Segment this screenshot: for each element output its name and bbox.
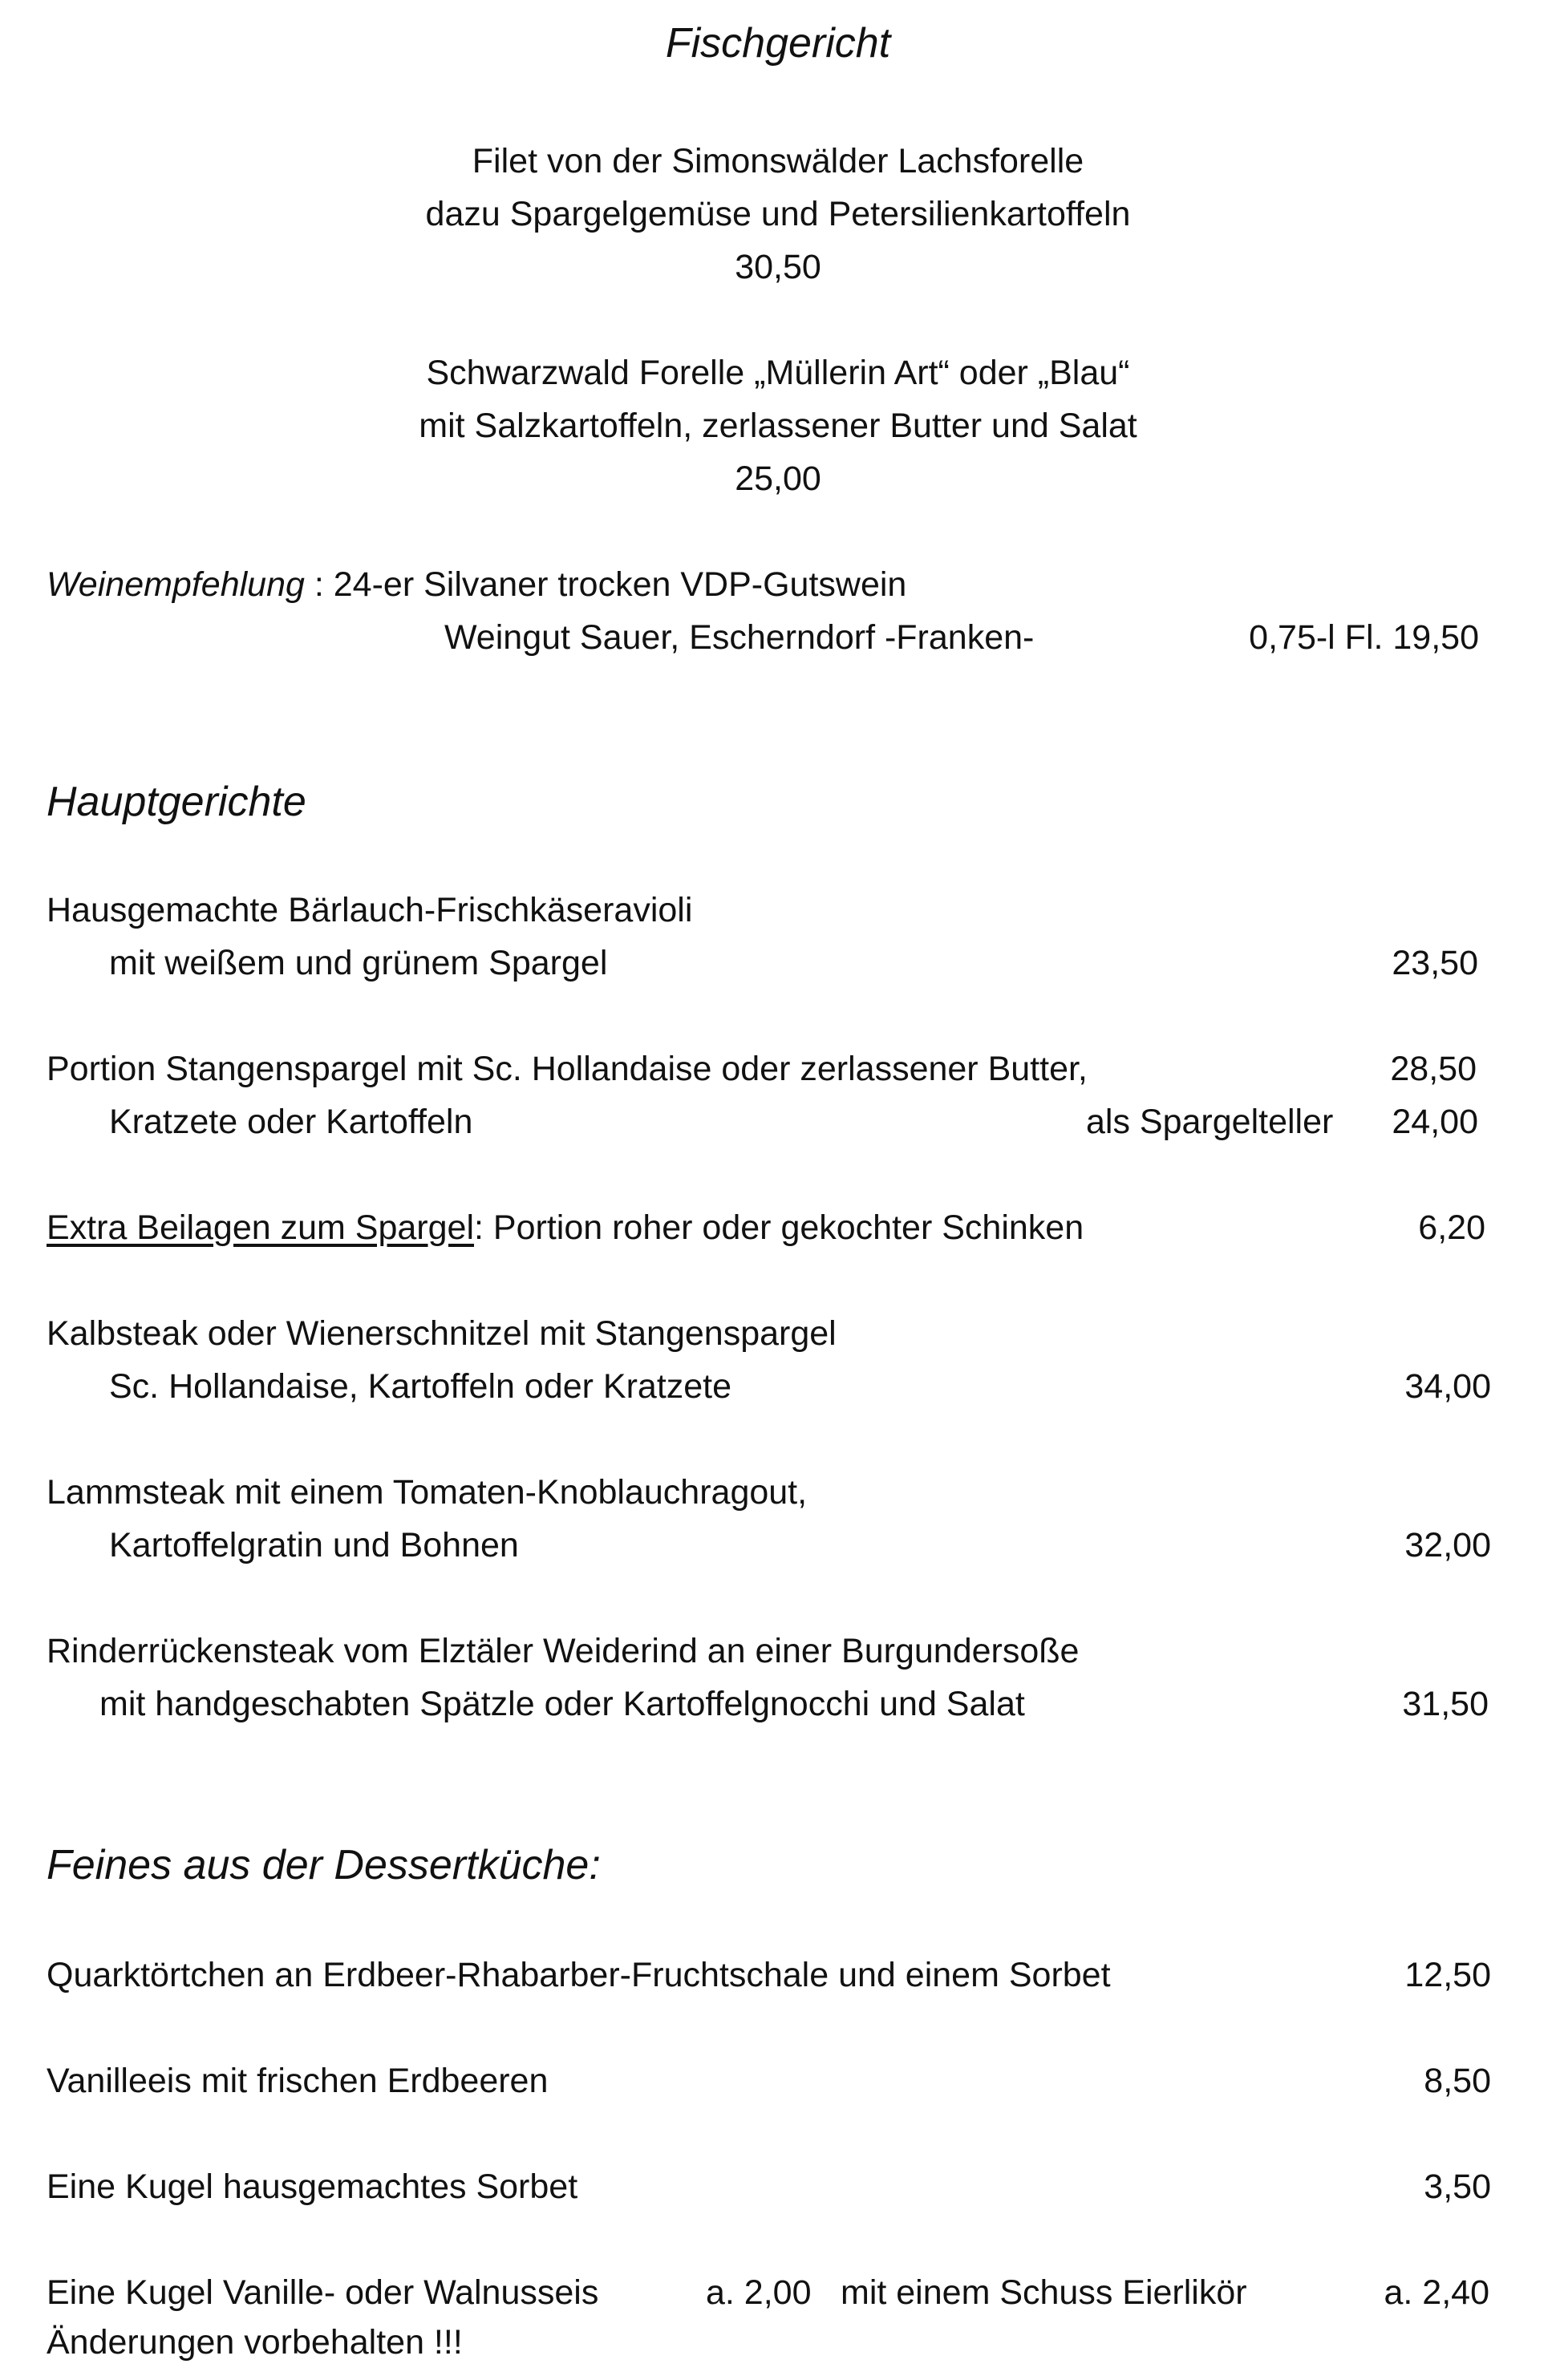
main-item-6-line1: Rinderrückensteak vom Elztäler Weiderind an einer Burgundersoße — [47, 1632, 1080, 1670]
fish-dish2-line1: Schwarzwald Forelle „Müllerin Art“ oder „Blau“ — [426, 354, 1130, 392]
fish-dish1-line1: Filet von der Simonswälder Lachsforelle — [472, 142, 1084, 180]
dessert-item-1: Quarktörtchen an Erdbeer-Rhabarber-Fruchtschale und einem Sorbet — [47, 1956, 1111, 1994]
wine-text: : 24-er Silvaner trocken VDP-Gutswein — [304, 565, 907, 604]
main-item-6-price: 31,50 — [1402, 1685, 1489, 1723]
footer-note: Änderungen vorbehalten !!! — [47, 2323, 463, 2362]
fish-dish2-price: 25,00 — [735, 459, 821, 498]
dessert-item-2-price: 8,50 — [1424, 2062, 1491, 2100]
dessert-item-3-price: 3,50 — [1424, 2168, 1491, 2206]
dessert-scoop-extra-price: a. 2,40 — [1384, 2273, 1489, 2312]
main-item-6-line2: mit handgeschabten Spätzle oder Kartoffelgnocchi und Salat — [99, 1685, 1025, 1723]
dessert-item-1-price: 12,50 — [1404, 1956, 1491, 1994]
extra-sides-text: : Portion roher oder gekochter Schinken — [474, 1208, 1084, 1247]
main-item-1-price: 23,50 — [1392, 944, 1478, 982]
dessert-item-3: Eine Kugel hausgemachtes Sorbet — [47, 2168, 578, 2206]
main-item-4-price: 34,00 — [1404, 1367, 1491, 1406]
dessert-item-2: Vanilleeis mit frischen Erdbeeren — [47, 2062, 549, 2100]
wine-price: 0,75-l Fl. 19,50 — [1249, 618, 1479, 657]
main-item-2-line2: Kratzete oder Kartoffeln — [109, 1103, 473, 1141]
fish-dish1-line2: dazu Spargelgemüse und Petersilienkartoffeln — [425, 195, 1131, 233]
main-item-2-price1: 28,50 — [1390, 1050, 1477, 1088]
main-item-2-price2: 24,00 — [1392, 1103, 1478, 1141]
dessert-scoop-extra: mit einem Schuss Eierlikör — [841, 2273, 1247, 2312]
wine-producer: Weingut Sauer, Escherndorf -Franken- — [444, 618, 1035, 657]
main-item-2-sub: als Spargelteller — [1086, 1103, 1334, 1141]
fish-dish1-price: 30,50 — [735, 248, 821, 286]
fish-section-title: Fischgericht — [665, 20, 891, 67]
main-item-2-line1: Portion Stangenspargel mit Sc. Hollandaise oder zerlassener Butter, — [47, 1050, 1088, 1088]
main-item-3 — [47, 1208, 1084, 1247]
main-item-5-price: 32,00 — [1404, 1526, 1491, 1564]
main-section-title: Hauptgerichte — [47, 779, 306, 825]
wine-label: Weinempfehlung — [47, 565, 305, 604]
extra-sides-label: Extra Beilagen zum Spargel — [47, 1208, 475, 1247]
wine-recommendation — [47, 565, 907, 604]
main-item-5-line1: Lammsteak mit einem Tomaten-Knoblauchragout, — [47, 1473, 808, 1512]
main-item-1-line1: Hausgemachte Bärlauch-Frischkäseravioli — [47, 891, 693, 929]
main-item-4-line2: Sc. Hollandaise, Kartoffeln oder Kratzete — [109, 1367, 732, 1406]
main-item-4-line1: Kalbsteak oder Wienerschnitzel mit Stangenspargel — [47, 1314, 837, 1353]
dessert-scoop: Eine Kugel Vanille- oder Walnusseis — [47, 2273, 599, 2312]
main-item-3-price: 6,20 — [1418, 1208, 1485, 1247]
main-item-1-line2: mit weißem und grünem Spargel — [109, 944, 608, 982]
fish-dish2-line2: mit Salzkartoffeln, zerlassener Butter und Salat — [419, 407, 1137, 445]
dessert-scoop-price: a. 2,00 — [706, 2273, 812, 2312]
main-item-5-line2: Kartoffelgratin und Bohnen — [109, 1526, 519, 1564]
dessert-section-title: Feines aus der Dessertküche: — [47, 1842, 601, 1888]
